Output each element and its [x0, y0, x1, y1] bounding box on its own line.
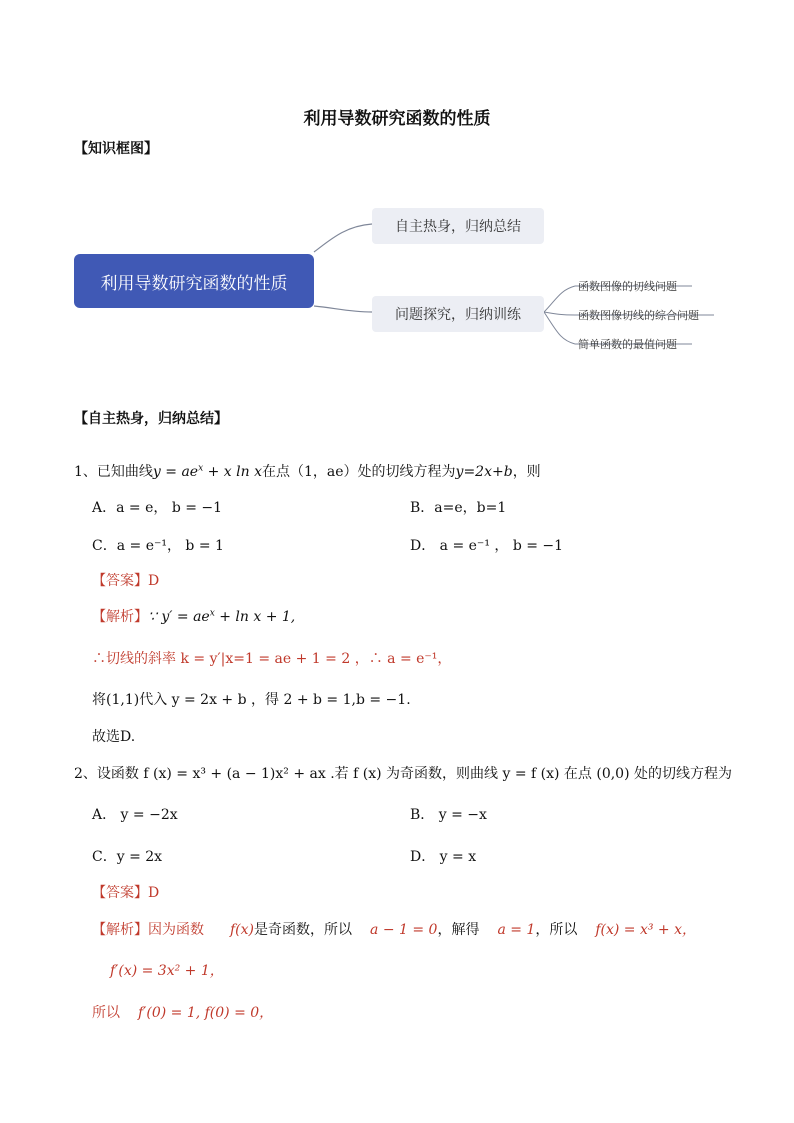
mindmap-leaf-extremum: 简单函数的最值问题	[578, 338, 677, 351]
connector-branch1	[314, 224, 372, 252]
q2-text-c: 是奇函数，所以	[254, 922, 353, 938]
q2-option-d: D． y = x	[410, 849, 477, 865]
page-title: 利用导数研究函数的性质	[303, 109, 491, 129]
q2-option-b: B． y = −x	[410, 807, 487, 823]
q1-suffix: ，则	[512, 464, 541, 480]
q1-prefix: 1、已知曲线	[74, 464, 153, 480]
q2-eq-a: a − 1 = 0	[370, 922, 438, 938]
q1-option-c: C．a = e⁻¹， b = 1	[92, 538, 224, 554]
mindmap-branch-explore: 问题探究，归纳训练	[372, 296, 544, 332]
q2-text-e: ，解得	[437, 922, 480, 938]
q1-analysis-line-2: ∴切线的斜率 k = y′|x=1 = ae + 1 = 2 ，∴ a = e⁻¹，	[92, 651, 452, 667]
q1-answer: 【答案】D	[92, 573, 160, 589]
q2-option-a: A． y = −2x	[92, 807, 178, 823]
q2-answer: 【答案】D	[92, 885, 160, 901]
q1-analysis-line-1	[92, 606, 295, 626]
section-heading-framework: 【知识框图】	[74, 141, 158, 157]
connector-leaf1	[544, 286, 575, 312]
q1-curve: y = ae	[152, 464, 199, 480]
q1-option-b: B．a=e，b=1	[410, 500, 507, 516]
mindmap-branch-warmup: 自主热身，归纳总结	[372, 208, 544, 244]
q1-option-d: D． a = e⁻¹ ， b = −1	[410, 538, 564, 554]
question-2-stem: 2、设函数 f (x) = x³ + (a − 1)x² + ax .若 f (x) 为奇函数，则曲线 y = f (x) 在点 (0,0) 处的切线方程为	[74, 766, 732, 782]
q2-fx: f(x)	[230, 922, 255, 938]
q2-option-c: C．y = 2x	[92, 849, 163, 865]
connector-branch2	[314, 306, 372, 312]
q2-analysis-line-3	[92, 1002, 273, 1022]
knowledge-mindmap	[0, 190, 794, 370]
q1-curve-tail: + x ln x	[203, 464, 262, 480]
q1-analysis-label: 【解析】	[92, 609, 148, 625]
q2-values: f′(0) = 1, f(0) = 0，	[138, 1005, 274, 1021]
q1-analysis-line-4: 故选D.	[92, 729, 136, 745]
question-1-stem	[74, 461, 541, 481]
q1-derivative-tail: + ln x + 1,	[214, 609, 296, 625]
q1-option-a: A．a = e， b = −1	[92, 500, 223, 516]
q1-derivative-exponent: x	[209, 608, 215, 619]
connector-leaf2	[544, 312, 575, 315]
q2-text-so: 所以	[92, 1005, 120, 1021]
q1-mid: 在点（1，ae）处的切线方程为	[262, 464, 456, 480]
q2-analysis-label: 【解析】	[92, 922, 148, 938]
q2-analysis-line-2: f′(x) = 3x² + 1，	[110, 963, 224, 979]
q1-curve-exponent: x	[198, 463, 204, 474]
mindmap-root-node: 利用导数研究函数的性质	[74, 254, 314, 308]
connector-leaf3	[544, 312, 575, 344]
q2-text-a: 因为函数	[148, 922, 204, 938]
q2-text-g: ，所以	[535, 922, 578, 938]
q2-a-value: a = 1	[497, 922, 536, 938]
section-heading-warmup: 【自主热身，归纳总结】	[74, 411, 228, 427]
q2-analysis-line-1	[92, 919, 696, 939]
q1-derivative: ∵ y′ = ae	[148, 609, 210, 625]
q1-analysis-line-3: 将(1,1)代入 y = 2x + b ，得 2 + b = 1,b = −1.	[92, 692, 411, 708]
mindmap-leaf-tangent-combined: 函数图像切线的综合问题	[578, 309, 699, 322]
mindmap-leaf-tangent: 函数图像的切线问题	[578, 280, 677, 293]
q1-line: y=2x+b	[455, 464, 513, 480]
q2-fx-expression: f(x) = x³ + x，	[595, 922, 697, 938]
